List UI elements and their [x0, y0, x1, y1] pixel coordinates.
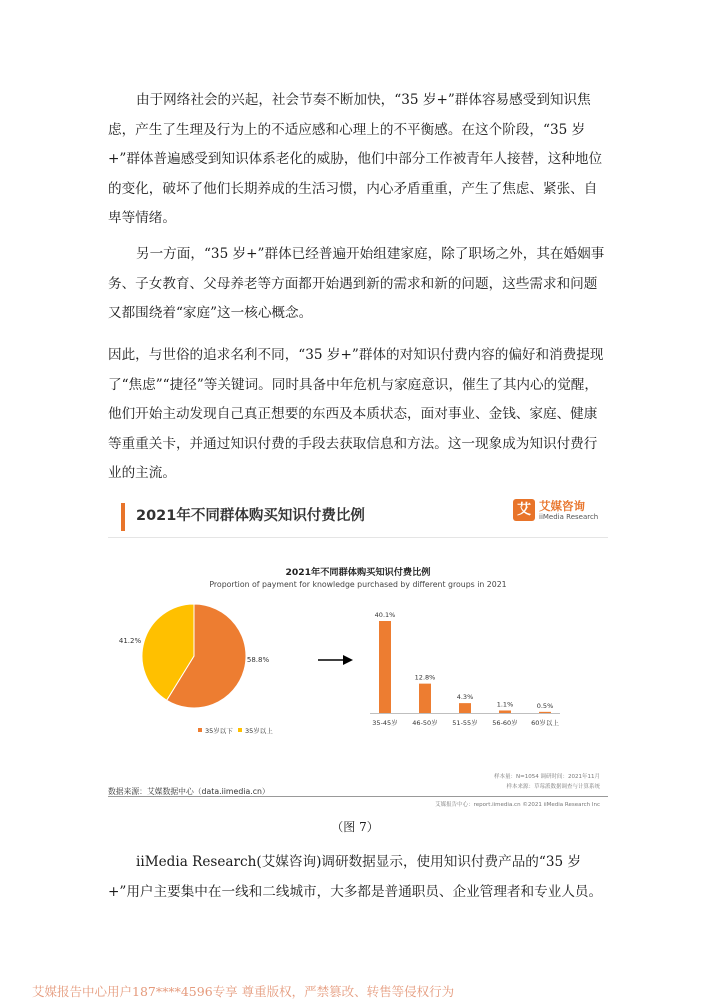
- brand-logo-icon: 艾: [513, 499, 535, 521]
- chart-area: [108, 600, 608, 750]
- figure-footer: 艾媒报告中心：report.iimedia.cn ©2021 iiMedia Research Inc: [435, 802, 600, 808]
- legend-swatch: [238, 728, 242, 732]
- data-source: 数据来源：艾媒数据中心（data.iimedia.cn）: [108, 787, 270, 796]
- title-accent-bar: [121, 503, 125, 531]
- legend-swatch: [198, 728, 202, 732]
- brand-name-cn: 艾媒咨询: [539, 499, 585, 513]
- bar-chart: [370, 611, 560, 727]
- header-divider: [108, 537, 608, 538]
- sample-info: 样本量：N=1054 调研时间：2021年11月: [494, 774, 600, 780]
- legend-label: 35岁以下: [205, 727, 233, 735]
- paragraph-1: 由于网络社会的兴起，社会节奏不断加快，“35 岁+”群体容易感受到知识焦虑，产生了生理及行为上的不适应感和心理上的不平衡感。在这个阶段，“35 岁+”群体普遍感受到知识体系老化的威胁，他们中部分工作被青年人接替，这种地位的变化，破坏了他们长期养成的生活习惯，内心矛盾重重，产生了焦虑、紧张、自卑等情绪。: [108, 92, 603, 226]
- chart-subtitle: Proportion of payment for knowledge purchased by different groups in 2021: [209, 580, 507, 589]
- watermark: 艾媒报告中心用户187****4596专享 尊重版权，严禁篡改、转售等侵权行为: [32, 984, 455, 999]
- arrow: [318, 655, 353, 665]
- bar: [379, 621, 391, 713]
- paragraph-2: 另一方面，“35 岁+”群体已经普遍开始组建家庭，除了职场之外，其在婚姻事务、子女教育、父母养老等方面都开始遇到新的需求和新的问题，这些需求和问题又都围绕着“家庭”这一核心概念。: [108, 246, 605, 321]
- bar-category-label: 46-50岁: [412, 719, 438, 727]
- bar-value-label: 4.3%: [456, 693, 474, 702]
- footer-divider: [108, 796, 608, 797]
- bar-category-label: 35-45岁: [372, 719, 398, 727]
- bar: [539, 712, 551, 713]
- pie-value-label: 58.8%: [246, 656, 270, 664]
- chart-title: 2021年不同群体购买知识付费比例: [285, 567, 431, 578]
- paragraph-3: 因此，与世俗的追求名利不同，“35 岁+”群体的对知识付费内容的偏好和消费提现了“焦虑”“捷径”等关键词。同时具备中年危机与家庭意识，催生了其内心的觉醒，他们开始主动发现自己真正想要的东西及本质状态，面对事业、金钱、家庭、健康等重重关卡，并通过知识付费的手段去获取信息和方法。这一现象成为知识付费行业的主流。: [108, 347, 604, 481]
- bar: [459, 703, 471, 713]
- figure-header-title: 2021年不同群体购买知识付费比例: [136, 508, 365, 524]
- bar: [419, 684, 431, 713]
- sample-source: 样本来源：草莓派数据调查与计算系统: [506, 784, 600, 790]
- bar-value-label: 1.1%: [496, 700, 514, 709]
- bar-category-label: 56-60岁: [492, 719, 518, 727]
- paragraph-4: iiMedia Research(艾媒咨询)调研数据显示，使用知识付费产品的“35 岁+”用户主要集中在一线和二线城市，大多都是普通职员、企业管理者和专业人员。: [108, 854, 603, 900]
- figure-panel: [108, 490, 608, 812]
- bar-value-label: 40.1%: [374, 611, 396, 619]
- bar-value-label: 0.5%: [536, 701, 554, 710]
- bar: [499, 710, 511, 713]
- figure-caption: （图 7）: [331, 820, 379, 834]
- bar-value-label: 12.8%: [414, 673, 436, 682]
- brand-name-en: iiMedia Research: [539, 513, 599, 521]
- bar-category-label: 60岁以上: [531, 719, 559, 727]
- legend-label: 35岁以上: [245, 727, 273, 735]
- pie-chart: [119, 604, 273, 735]
- arrow-head: [343, 655, 353, 665]
- pie-value-label: 41.2%: [118, 637, 142, 645]
- bar-category-label: 51-55岁: [452, 719, 478, 727]
